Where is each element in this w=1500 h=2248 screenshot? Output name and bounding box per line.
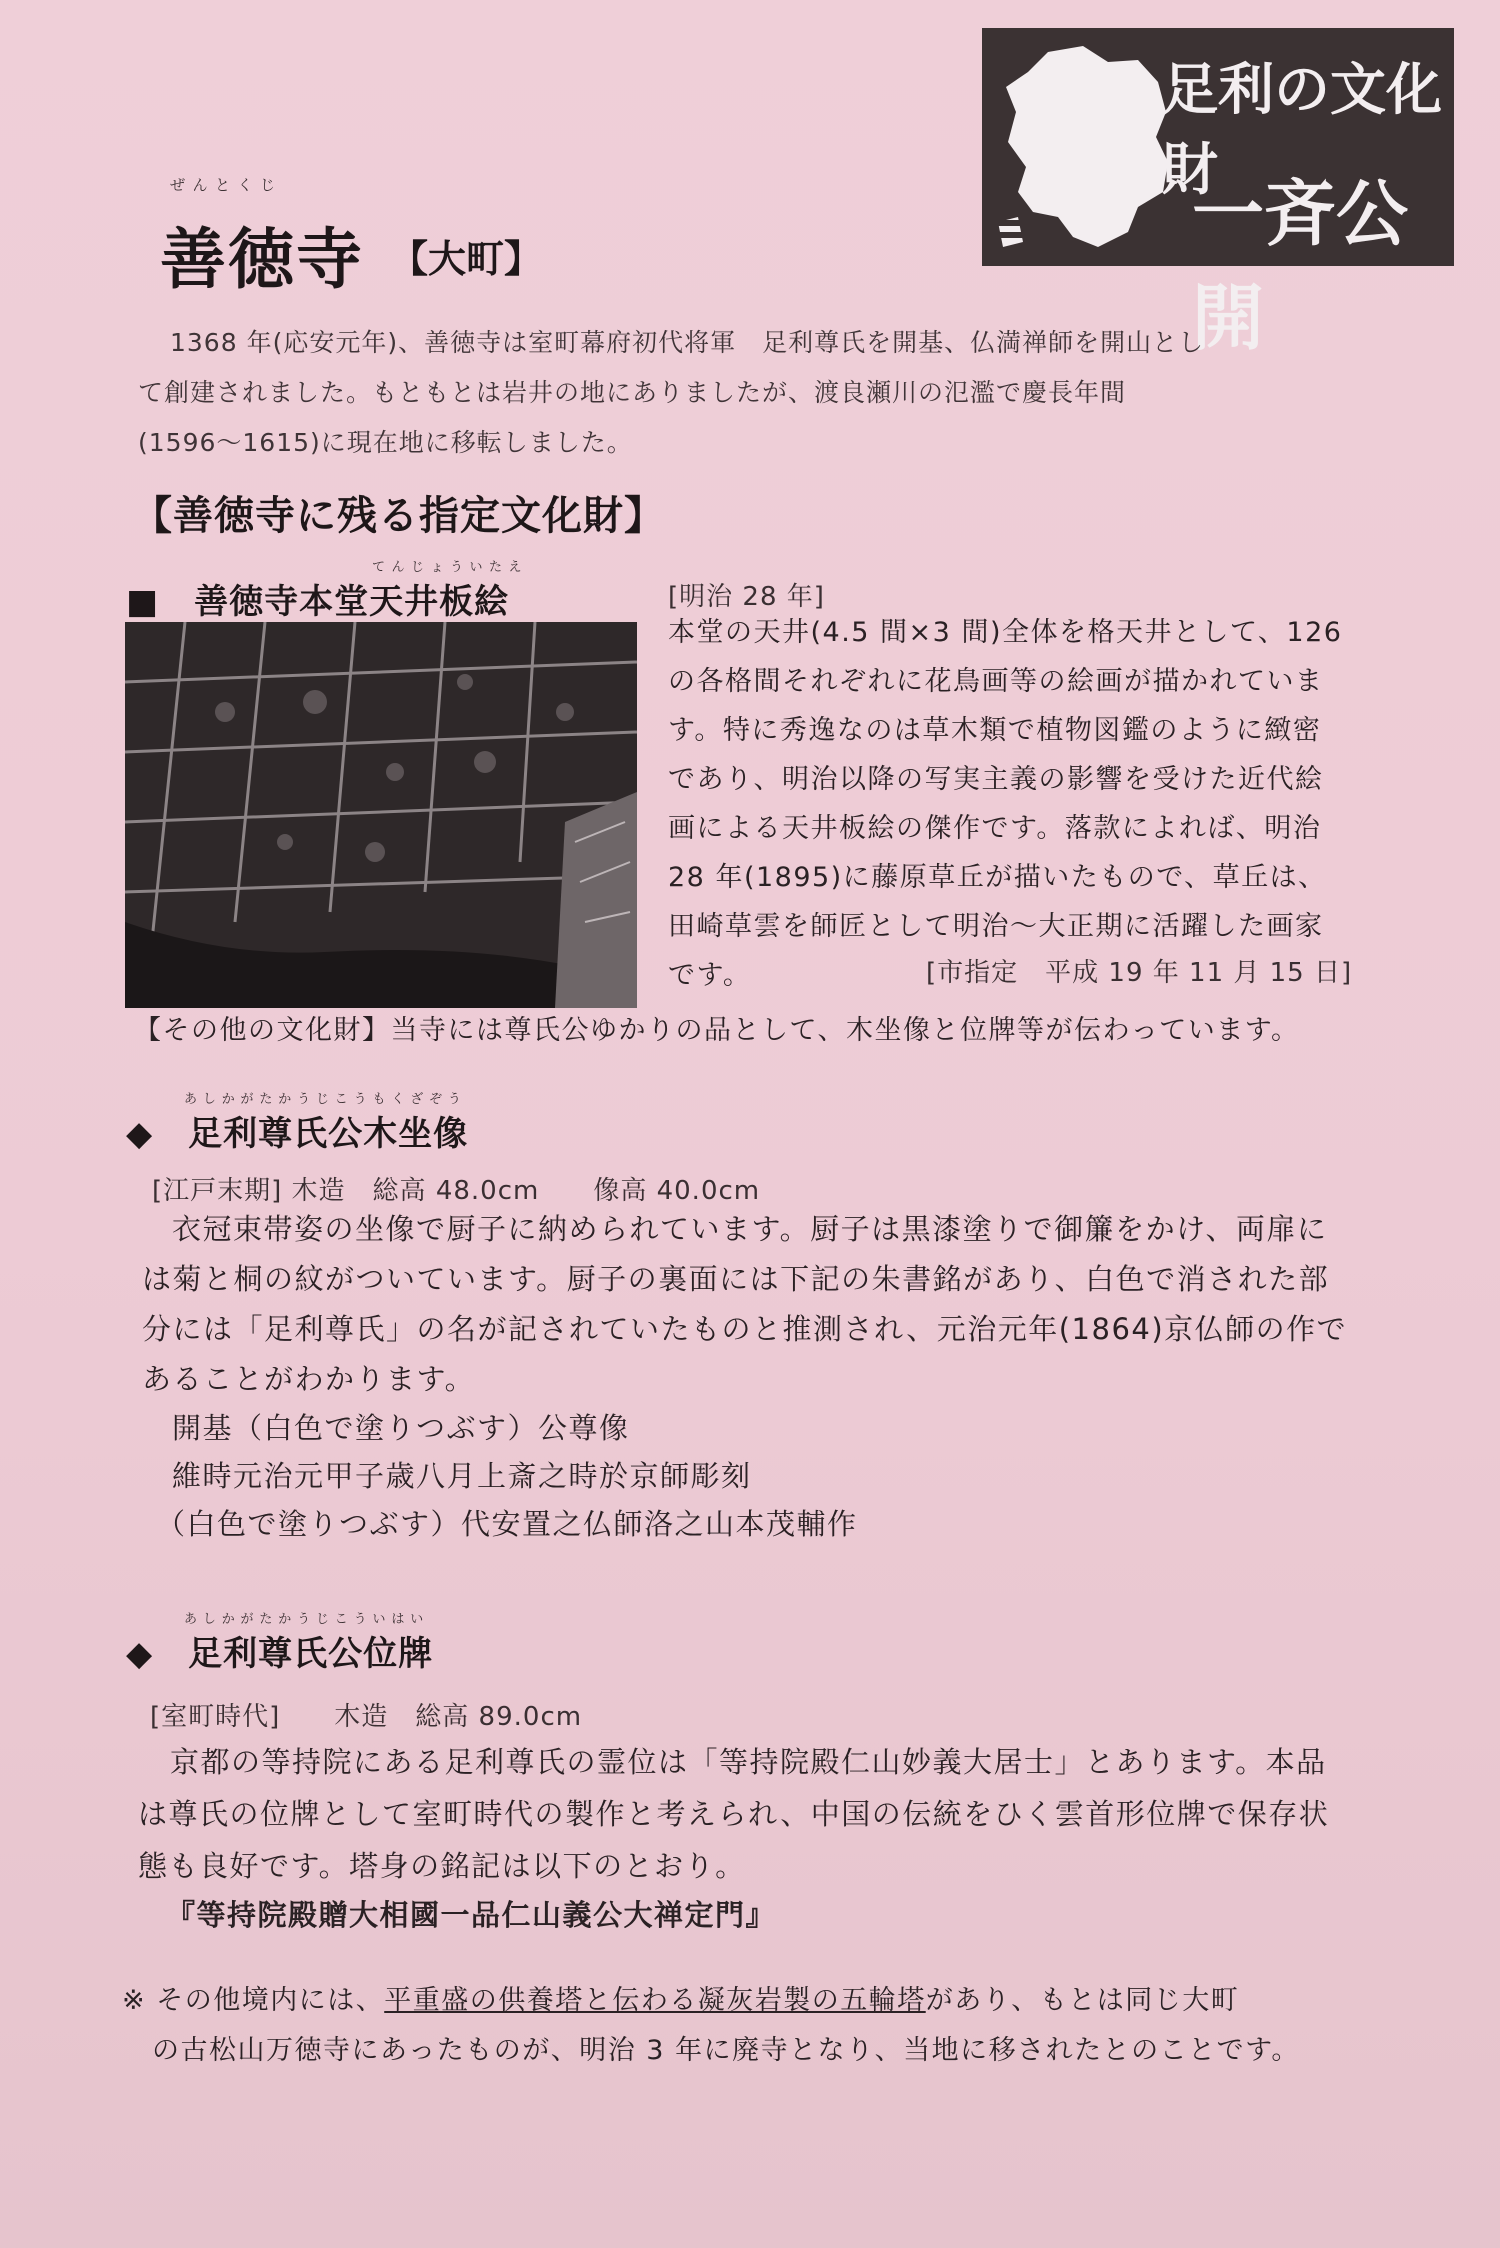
tablet-line: 京都の等持院にある足利尊氏の霊位は「等持院殿仁山妙義大居士」とあります。本品 [170,1745,1327,1779]
statue-meta: [江戸末期] 木造 総高 48.0cm 像高 40.0cm [152,1176,761,1206]
ceiling-era: [明治 28 年] [668,582,825,612]
ceiling-line: 本堂の天井(4.5 間×3 間)全体を格天井として、126 [668,617,1343,648]
tablet-title: ◆ 足利尊氏公位牌 [126,1634,434,1674]
note-mark: ※ [122,1985,147,2016]
statue-line: あることがわかります。 [142,1362,476,1396]
ceiling-line: 28 年(1895)に藤原草丘が描いたもので、草丘は、 [668,862,1327,893]
other-properties-line: 【その他の文化財】当寺には尊氏公ゆかりの品として、木坐像と位牌等が伝わっています。 [134,1015,1300,1046]
banner-line1: 足利の文化財 [1162,57,1442,203]
ashikaga-map-icon [988,42,1188,258]
tablet-meta: [室町時代] 木造 総高 89.0cm [150,1702,583,1732]
note-text: があり、もとは同じ大町 [925,1985,1240,2016]
section-heading: 【善徳寺に残る指定文化財】 [132,493,665,539]
ceiling-designation: [市指定 平成 19 年 11 月 15 日] [926,958,1353,988]
intro-paragraph [138,318,1204,468]
ceiling-line: す。特に秀逸なのは草木類で植物図鑑のように緻密 [668,715,1322,746]
tablet-description [138,1736,1329,1892]
intro-line: て創建されました。もともとは岩井の地にありましたが、渡良瀬川の氾濫で慶長年間 [138,378,1127,407]
tablet-inscription: 『等持院殿贈大相國一品仁山義公大禅定門』 [166,1898,777,1932]
intro-line: (1596～1615)に現在地に移転しました。 [138,428,633,457]
note-line: の古松山万徳寺にあったものが、明治 3 年に廃寺となり、当地に移されたとのことです。 [152,2035,1300,2066]
page-title: 善徳寺 [160,221,364,298]
event-banner [982,28,1454,360]
statue-inscription [156,1404,858,1548]
tablet-line: 態も良好です。塔身の銘記は以下のとおり。 [138,1849,746,1883]
statue-reading: あしかがたかうじこうもくざぞう [184,1092,467,1107]
statue-line: 衣冠束帯姿の坐像で厨子に納められています。厨子は黒漆塗りで御簾をかけ、両扉に [172,1212,1328,1246]
ceiling-line: 田崎草雲を師匠として明治～大正期に活躍した画家 [668,911,1324,942]
statue-line: 分には「足利尊氏」の名が記されていたものと推測され、元治元年(1864)京仏師の作で [142,1312,1348,1346]
note-text: その他境内には、 [156,1985,385,2016]
statue-line: は菊と桐の紋がついています。厨子の裏面には下記の朱書銘があり、白色で消された部 [142,1262,1330,1296]
inscription-line: （白色で塗りつぶす）代安置之仏師洛之山本茂輔作 [156,1507,858,1541]
tablet-line: は尊氏の位牌として室町時代の製作と考えられ、中国の伝統をひく雲首形位牌で保存状 [138,1797,1330,1831]
ceiling-painting-photo [125,622,637,1008]
coffered-ceiling-image [125,622,637,1008]
ceiling-line: 画による天井板絵の傑作です。落款によれば、明治 [668,813,1322,844]
note-underlined-text: 平重盛の供養塔と伝わる凝灰岩製の五輪塔 [384,1985,926,2016]
ceiling-reading: てんじょういたえ [372,560,529,575]
inscription-line: 開基（白色で塗りつぶす）公尊像 [172,1411,630,1445]
ceiling-line: の各格間それぞれに花鳥画等の絵画が描かれていま [668,666,1324,697]
title-reading: ぜんとくじ [170,176,283,194]
banner-line2: 一斉公開 [1192,171,1409,360]
tablet-reading: あしかがたかうじこういはい [184,1612,430,1627]
ceiling-line: です。 [668,960,752,991]
note-paragraph [122,1976,1300,2076]
ceiling-description [668,608,1342,1000]
ceiling-title: ■ 善徳寺本堂天井板絵 [126,582,510,622]
district-label: 【大町】 [390,237,543,281]
inscription-line: 維時元治元甲子歳八月上斎之時於京師彫刻 [172,1459,752,1493]
ceiling-line: であり、明治以降の写実主義の影響を受けた近代絵 [668,764,1324,795]
intro-line: 1368 年(応安元年)、善徳寺は室町幕府初代将軍 足利尊氏を開基、仏満禅師を開山とし [170,328,1205,357]
statue-description [142,1204,1347,1404]
statue-title: ◆ 足利尊氏公木坐像 [126,1114,469,1154]
